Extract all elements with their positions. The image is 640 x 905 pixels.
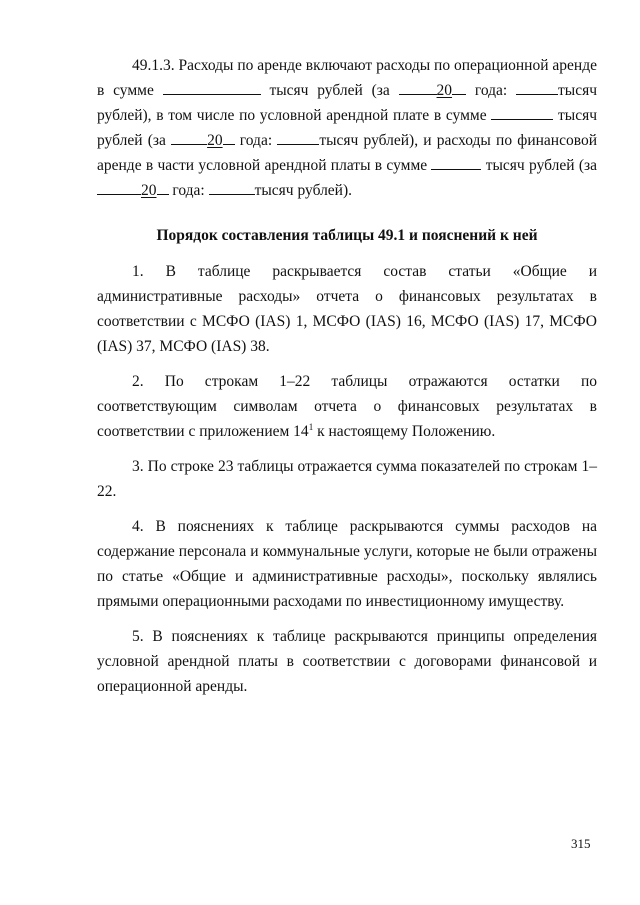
blank-field [223, 130, 235, 145]
blank-field [97, 180, 141, 195]
text-fragment: года: [172, 182, 205, 199]
text-fragment: к настоящему Положению. [313, 423, 496, 440]
blank-field [452, 80, 466, 95]
paragraph-49-1-3 [97, 53, 597, 203]
blank-field [277, 130, 319, 145]
document-body [97, 53, 597, 699]
blank-field [491, 105, 553, 120]
section-heading: Порядок составления таблицы 49.1 и пояснений к ней [156, 227, 538, 244]
footnote-marker: 1 [308, 422, 314, 432]
text-fragment: года: [474, 82, 508, 99]
blank-field [431, 155, 481, 170]
blank-field [171, 130, 207, 145]
year-prefix: 20 [141, 182, 157, 199]
list-item: 5. В пояснениях к таблице раскрываются принципы определения условной арендной платы в соответствии с договорами финансовой и операционной аренды. [97, 628, 597, 695]
year-prefix: 20 [436, 82, 453, 99]
list-item: 4. В пояснениях к таблице раскрываются суммы расходов на содержание персонала и коммунальные услуги, которые не были отражены по статье «Общие и административные расходы», поскольку являлись прямыми операционными расходами по инвестиционному имуществу. [97, 518, 597, 610]
blank-field [157, 180, 169, 195]
blank-field [163, 80, 261, 95]
text-fragment: 49.1.3. Расходы по аренде включают расходы по операционной аренде в сумме [97, 57, 597, 99]
text-fragment: 2. По строкам 1–22 таблицы отражаются остатки по соответствующим символам отчета о финансовых результатах в соответствии с приложением 14 [97, 373, 597, 440]
blank-field [516, 80, 558, 95]
text-fragment: тысяч рублей (за [97, 107, 598, 149]
text-fragment: года: [239, 132, 273, 149]
text-fragment: тысяч рублей). [254, 182, 353, 199]
list-item: 3. По строке 23 таблицы отражается сумма показателей по строкам 1–22. [97, 458, 597, 500]
year-prefix: 20 [207, 132, 223, 149]
blank-field [399, 80, 437, 95]
blank-field [209, 180, 255, 195]
text-fragment: тысяч рублей), в том числе по условной арендной плате в сумме [97, 82, 598, 124]
text-fragment: тысяч рублей (за [485, 157, 597, 174]
text-fragment: тысяч рублей (за [269, 82, 390, 99]
text-fragment: тысяч рублей), и расходы по финансовой аренде в части условной арендной платы в сумме [97, 132, 597, 174]
page-number: 315 [571, 836, 591, 851]
list-item: 1. В таблице раскрывается состав статьи «Общие и административные расходы» отчета о финансовых результатах в соответствии с МСФО (IAS) 1, МСФО (IAS) 16, МСФО (IAS) 17, МСФО (IAS) 37, МСФО (IAS) 38. [97, 263, 597, 355]
list-item [97, 369, 597, 444]
